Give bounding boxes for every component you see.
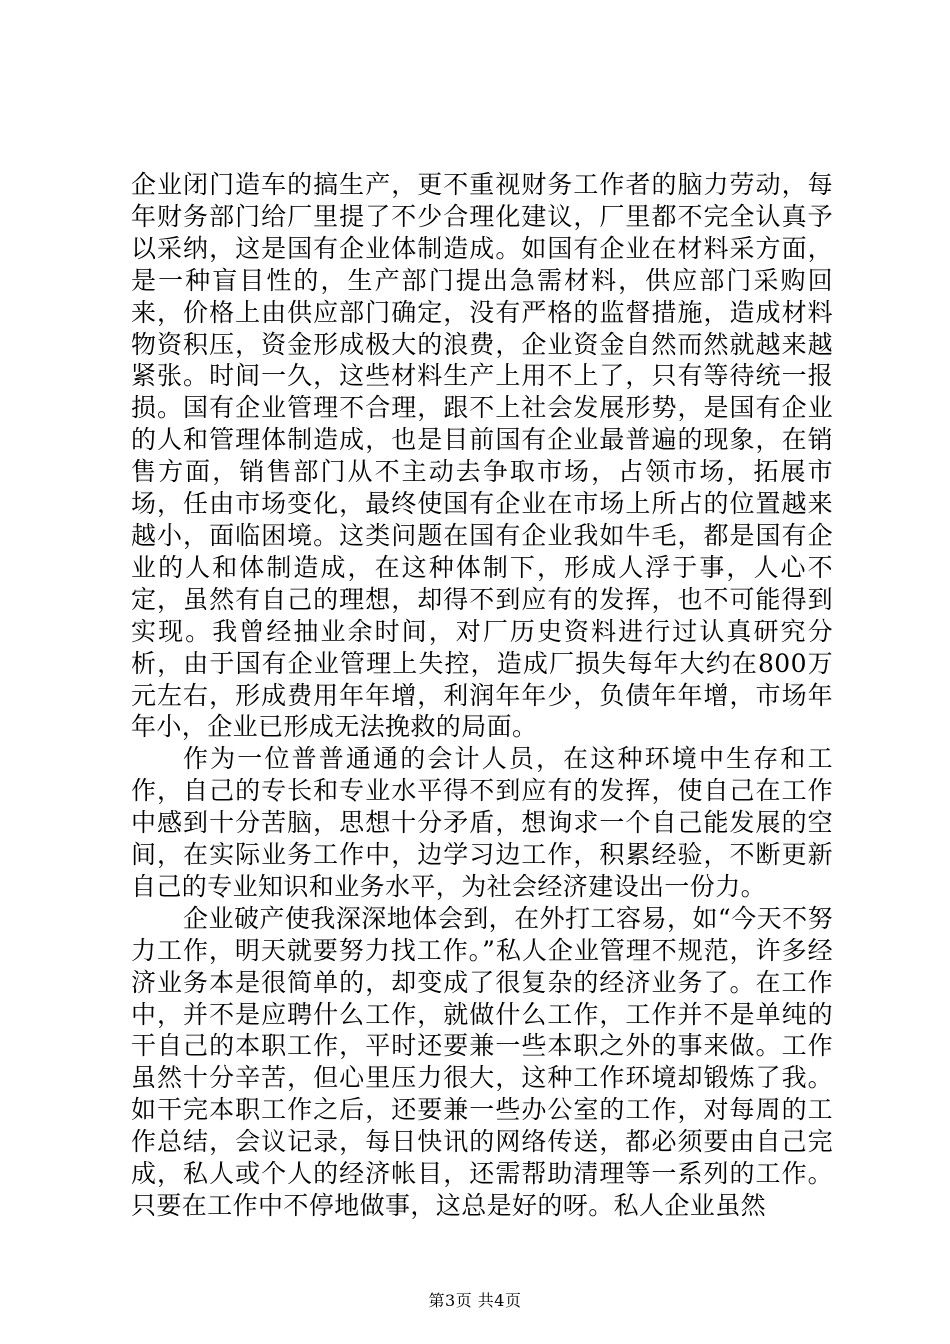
page-number-footer: 第3页 共4页 [428,1291,522,1310]
document-body [131,169,833,1222]
paragraph-1: 企业闭门造车的搞生产，更不重视财务工作者的脑力劳动，每年财务部门给厂里提了不少合理化建议，厂里都不完全认真予以采纳，这是国有企业体制造成。如国有企业在材料采方面，是一种盲目性的，生产部门提出急需材料，供应部门采购回来，价格上由供应部门确定，没有严格的监督措施，造成材料物资积压，资金形成极大的浪费，企业资金自然而然就越来越紧张。时间一久，这些材料生产上用不上了，只有等待统一报损。国有企业管理不合理，跟不上社会发展形势，是国有企业的人和管理体制造成，也是目前国有企业最普遍的现象，在销售方面，销售部门从不主动去争取市场，占领市场，拓展市场，任由市场变化，最终使国有企业在市场上所占的位置越来越小，面临困境。这类问题在国有企业我如牛毛，都是国有企业的人和体制造成，在这种体制下，形成人浮于事，人心不定，虽然有自己的理想，却得不到应有的发挥，也不可能得到实现。我曾经抽业余时间，对厂历史资料进行过认真研究分析，由于国有企业管理上失控，造成厂损失每年大约在800万元左右，形成费用年年增，利润年年少，负债年年增，市场年年小，企业已形成无法挽救的局面。 [131,170,833,742]
paragraph-3: 企业破产使我深深地体会到，在外打工容易，如“今天不努力工作，明天就要努力找工作。”私人企业管理不规范，许多经济业务本是很简单的，却变成了很复杂的经济业务了。在工作中，并不是应聘什么工作，就做什么工作，工作并不是单纯的干自己的本职工作，平时还要兼一些本职之外的事来做。工作虽然十分辛苦，但心里压力很大，这种工作环境却锻炼了我。如干完本职工作之后，还要兼一些办公室的工作，对每周的工作总结，会议记录，每日快讯的网络传送，都必须要由自己完成，私人或个人的经济帐目，还需帮助清理等一系列的工作。只要在工作中不停地做事，这总是好的呀。私人企业虽然 [131,903,833,1220]
paragraph-2: 作为一位普普通通的会计人员，在这种环境中生存和工作，自己的专长和专业水平得不到应有的发挥，使自己在工作中感到十分苦脑，思想十分矛盾，想询求一个自己能发展的空间，在实际业务工作中，边学习边工作，积累经验，不断更新自己的专业知识和业务水平，为社会经济建设出一份力。 [131,744,833,901]
